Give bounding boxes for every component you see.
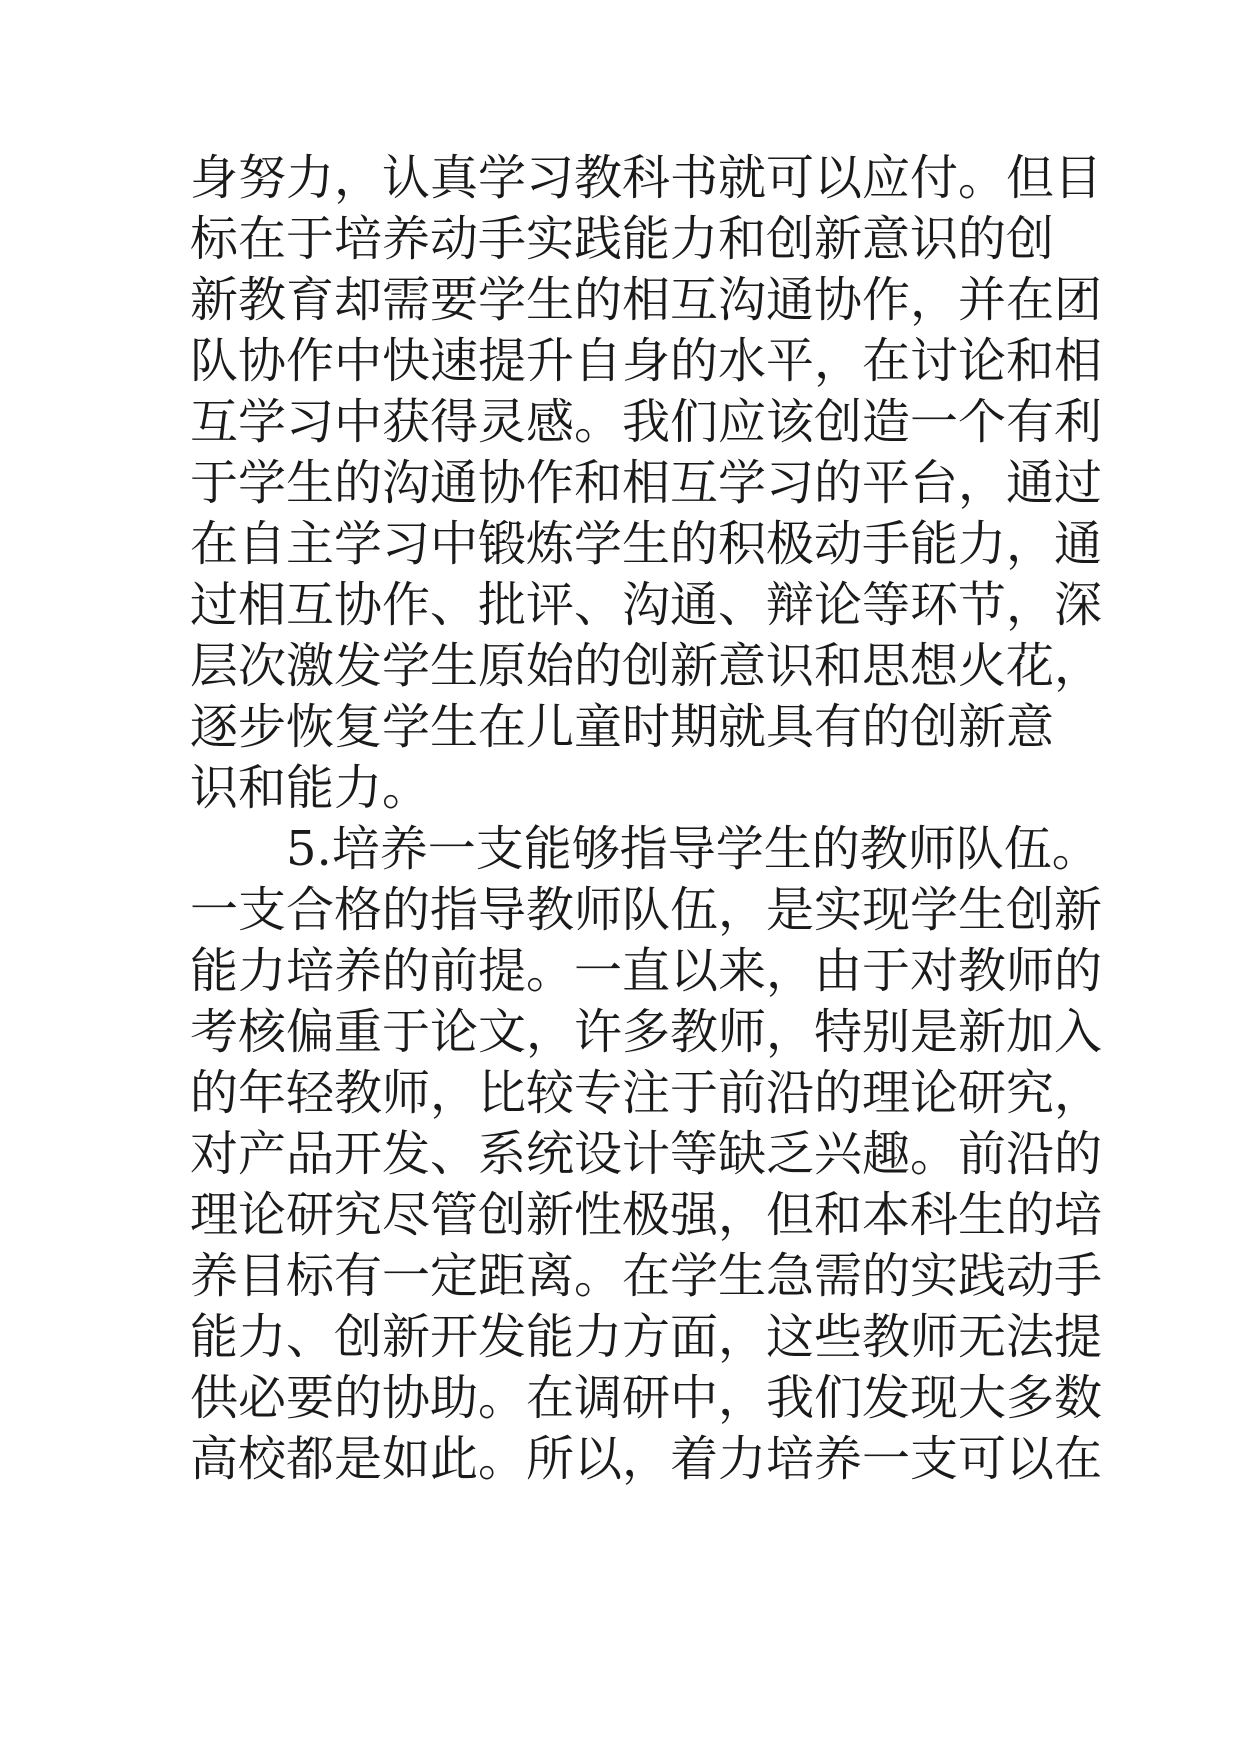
text-line: 能力培养的前提。一直以来，由于对教师的 [190,943,1103,999]
text-line: 互学习中获得灵感。我们应该创造一个有利 [190,394,1103,450]
text-line: 一支合格的指导教师队伍，是实现学生创新 [190,882,1103,938]
text-line: 逐步恢复学生在儿童时期就具有的创新意 [190,699,1055,755]
text-line: 的年轻教师，比较专注于前沿的理论研究， [190,1065,1103,1121]
text-line: 于学生的沟通协作和相互学习的平台，通过 [190,455,1103,511]
text-line: 队协作中快速提升自身的水平，在讨论和相 [190,333,1103,389]
text-line: 过相互协作、批评、沟通、辩论等环节，深 [190,577,1103,633]
text-line: 养目标有一定距离。在学生急需的实践动手 [190,1248,1103,1304]
text-line: 理论研究尽管创新性极强，但和本科生的培 [190,1187,1103,1243]
text-line: 能力、创新开发能力方面，这些教师无法提 [190,1309,1103,1365]
text-line: 对产品开发、系统设计等缺乏兴趣。前沿的 [190,1126,1103,1182]
text-line: 身努力，认真学习教科书就可以应付。但目 [190,150,1103,206]
text-line: 层次激发学生原始的创新意识和思想火花， [190,638,1103,694]
text-line: 在自主学习中锻炼学生的积极动手能力，通 [190,516,1103,572]
text-line: 标在于培养动手实践能力和创新意识的创 [190,211,1055,267]
body-text [190,148,1103,1490]
text-line: 考核偏重于论文，许多教师，特别是新加入 [190,1004,1103,1060]
text-line: 新教育却需要学生的相互沟通协作，并在团 [190,272,1103,328]
section-heading-line: 5.培养一支能够指导学生的教师队伍。 [286,821,1100,877]
text-line: 高校都是如此。所以，着力培养一支可以在 [190,1431,1103,1487]
text-line: 供必要的协助。在调研中，我们发现大多数 [190,1370,1103,1426]
text-line: 识和能力。 [190,760,431,816]
